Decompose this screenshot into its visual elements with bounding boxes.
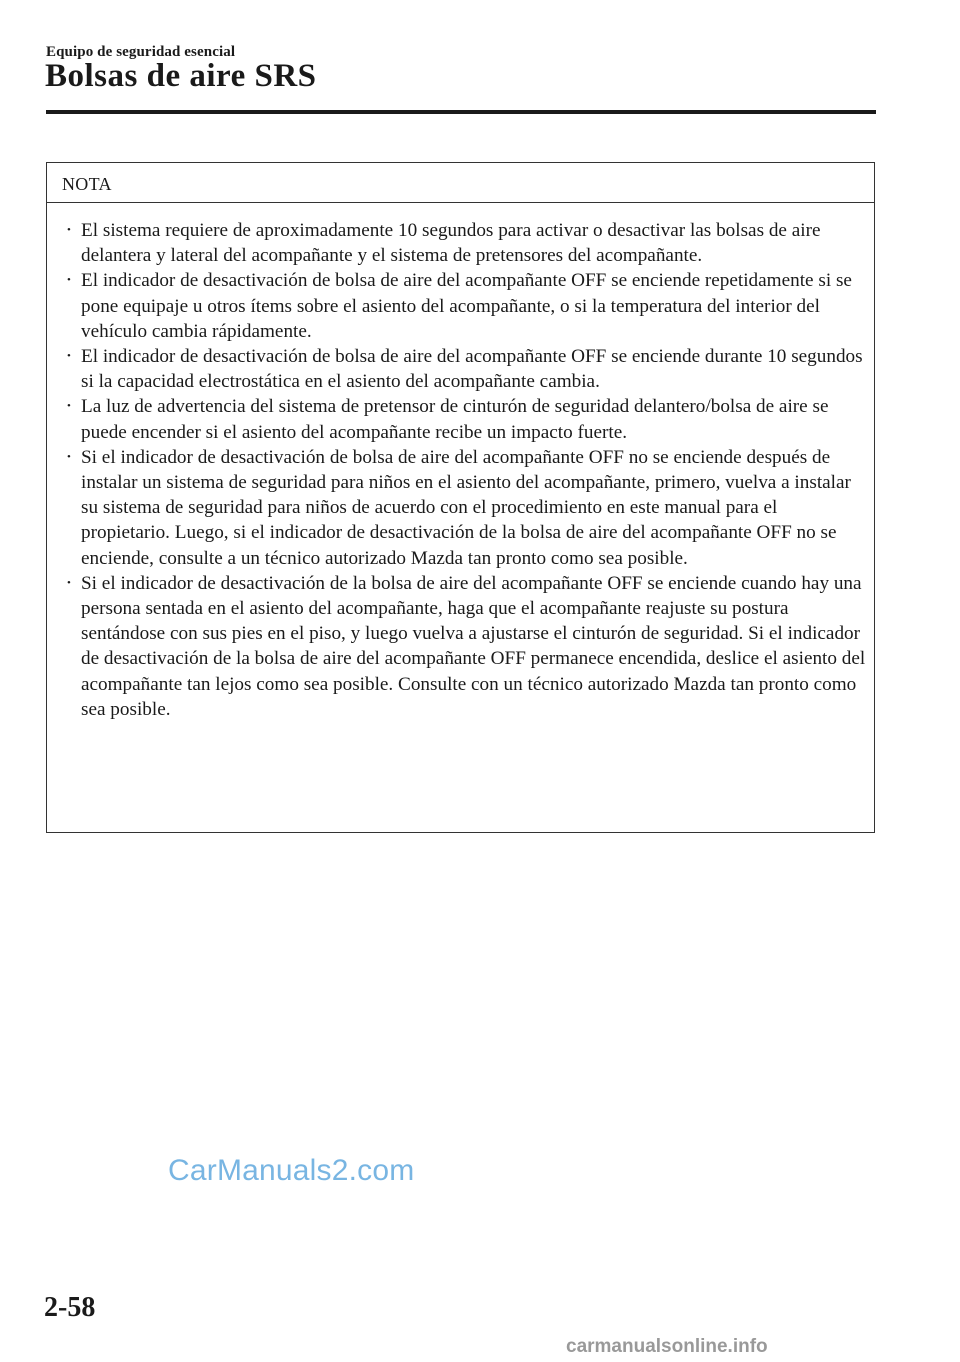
note-list (47, 203, 874, 722)
note-item: • El sistema requiere de aproximadamente 10 segundos para activar o desactivar las bolsas de aire delantera y lateral del acompañante y el sistema de pretensores del acompañante. (81, 218, 868, 268)
note-item: • Si el indicador de desactivación de la bolsa de aire del acompañante OFF se enciende cuando hay una persona sentada en el asiento del acompañante, haga que el acompañante reajuste su postura sentándose con sus pies en el piso, y luego vuelva a ajustarse el cinturón de seguridad. Si el indicador de desactivación de la bolsa de aire del acompañante OFF permanece encendida, deslice el asiento del acompañante tan lejos como sea posible. Consulte con un técnico autorizado Mazda tan pronto como sea posible. (81, 571, 868, 722)
title-rule (46, 110, 876, 114)
page-title: Bolsas de aire SRS (45, 58, 317, 94)
note-item: • El indicador de desactivación de bolsa de aire del acompañante OFF se enciende repetidamente si se pone equipaje u otros ítems sobre el asiento del acompañante, o si la temperatura del interior del vehículo cambia rápidamente. (81, 268, 868, 344)
watermark-carmanualsonline[interactable]: carmanualsonline.info (566, 1336, 768, 1357)
watermark-carmanuals2[interactable]: CarManuals2.com (168, 1154, 415, 1187)
page-number: 2-58 (44, 1292, 96, 1323)
note-heading: NOTA (47, 163, 874, 203)
note-item: • El indicador de desactivación de bolsa de aire del acompañante OFF se enciende durante 10 segundos si la capacidad electrostática en el asiento del acompañante cambia. (81, 344, 868, 394)
section-label: Equipo de seguridad esencial (46, 44, 236, 60)
note-item: • Si el indicador de desactivación de bolsa de aire del acompañante OFF no se enciende después de instalar un sistema de seguridad para niños en el asiento del acompañante, primero, vuelva a instalar su sistema de seguridad para niños de acuerdo con el procedimiento en este manual para el propietario. Luego, si el indicador de desactivación de la bolsa de aire del acompañante OFF no se enciende, consulte a un técnico autorizado Mazda tan pronto como sea posible. (81, 445, 868, 571)
note-item: • La luz de advertencia del sistema de pretensor de cinturón de seguridad delantero/bolsa de aire se puede encender si el asiento del acompañante recibe un impacto fuerte. (81, 394, 868, 444)
note-box (46, 162, 875, 833)
